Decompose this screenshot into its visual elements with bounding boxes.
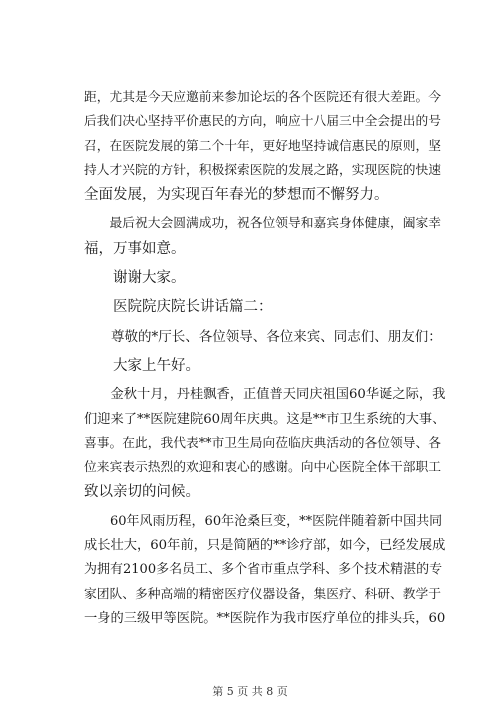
text-line: 成长壮大，60年前，只是简陋的**诊疗部，如今，已经发展成 bbox=[84, 538, 446, 554]
page-number-footer: 第 5 页 共 8 页 bbox=[212, 685, 288, 698]
text-line: 致以亲切的问候。 bbox=[84, 484, 200, 501]
text-line: 金秋十月，丹桂飘香，正值普天同庆祖国60华诞之际，我 bbox=[110, 387, 446, 403]
text-line: 为拥有2100多名员工、多个省市重点学科、多个技术精湛的专 bbox=[84, 562, 443, 578]
text-line: 持人才兴院的方针，积极探索医院的发展之路，实现医院的快速 bbox=[84, 162, 441, 178]
text-line: 喜事。在此，我代表**市卫生局向莅临庆典活动的各位领导、各 bbox=[84, 435, 441, 451]
text-line: 尊敬的*厅长、各位领导、各位来宾、同志们、朋友们： bbox=[111, 328, 442, 345]
paragraph-anniversary bbox=[84, 383, 446, 504]
paragraph-history bbox=[84, 510, 446, 631]
text-line: 60年风雨历程，60年沧桑巨变，**医院伴随着新中国共同 bbox=[110, 513, 443, 529]
text-line: 全面发展，为实现百年春光的梦想而不懈努力。 bbox=[84, 187, 389, 204]
paragraph-greeting bbox=[84, 354, 446, 378]
text-line: 距，尤其是今天应邀前来参加论坛的各个医院还有很大差距。今 bbox=[84, 90, 441, 105]
section-heading bbox=[84, 295, 446, 319]
text-line: 家团队、多种高端的精密医疗仪器设备，集医疗、科研、教学于 bbox=[84, 586, 441, 602]
text-line: 位来宾表示热烈的欢迎和衷心的感谢。向中心医院全体干部职工 bbox=[84, 460, 441, 476]
text-line: 医院院庆院长讲话篇二： bbox=[113, 299, 273, 316]
paragraph-closing-commitment bbox=[84, 86, 446, 207]
text-line: 们迎来了**医院建院60周年庆典。这是**市卫生系统的大事、 bbox=[84, 411, 446, 427]
text-line: 大家上午好。 bbox=[113, 357, 200, 374]
paragraph-thanks bbox=[84, 266, 446, 290]
text-line: 召，在医院发展的第二个十年，更好地坚持诚信惠民的原则，坚 bbox=[84, 138, 441, 154]
text-line: 谢谢大家。 bbox=[113, 270, 186, 287]
text-line: 最后祝大会圆满成功，祝各位领导和嘉宾身体健康，阖家幸 bbox=[109, 216, 441, 232]
text-line: 福，万事如意。 bbox=[84, 240, 186, 257]
paragraph-salutation bbox=[84, 325, 446, 349]
text-line: 一身的三级甲等医院。**医院作为我市医疗单位的排头兵，60 bbox=[84, 610, 446, 626]
text-line: 后我们决心坚持平价惠民的方向，响应十八届三中全会提出的号 bbox=[84, 114, 441, 130]
document-body bbox=[84, 86, 446, 636]
paragraph-wishes bbox=[84, 212, 446, 261]
